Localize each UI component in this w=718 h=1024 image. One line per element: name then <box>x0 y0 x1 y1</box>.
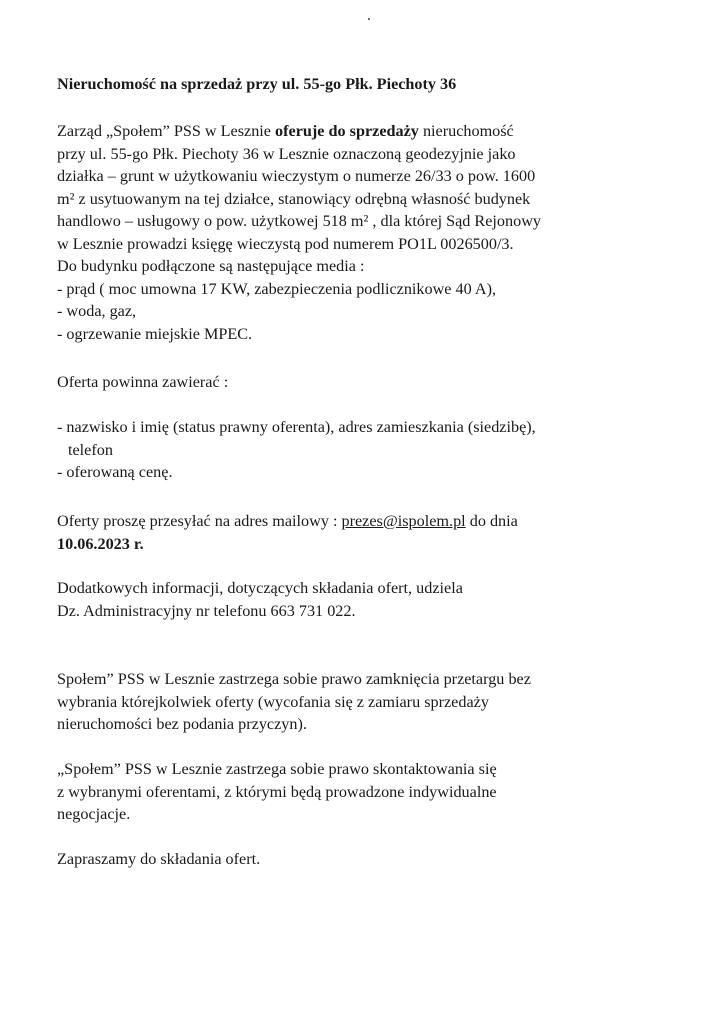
reservation-paragraph-2 <box>57 758 707 826</box>
offer-item-1-cont: telefon <box>68 440 113 459</box>
contact-paragraph <box>57 577 707 622</box>
intro-paragraph <box>57 120 707 345</box>
intro-line-4: m² z usytuowanym na tej działce, stanowiący odrębną własność budynek <box>57 189 531 208</box>
contact-line-2: Dz. Administracyjny nr telefonu 663 731 022. <box>57 601 356 620</box>
intro-line-3: działka – grunt w użytkowaniu wieczystym o numerze 26/33 o pow. 1600 <box>57 167 536 185</box>
reservation2-line-1: „Społem” PSS w Lesznie zastrzega sobie prawo skontaktowania się <box>57 760 497 778</box>
document-title: Nieruchomość na sprzedaż przy ul. 55-go Płk. Piechoty 36 <box>57 75 457 93</box>
media-item: - ogrzewanie miejskie MPEC. <box>57 324 253 343</box>
reservation1-line-3: nieruchomości bez podania przyczyn). <box>57 715 307 733</box>
email-link[interactable]: prezes@ispolem.pl <box>341 512 466 530</box>
reservation1-line-2: wybrania którejkolwiek oferty (wycofania się z zamiaru sprzedaży <box>57 692 489 711</box>
closing-line: Zapraszamy do składania ofert. <box>57 850 261 868</box>
submission-line: Oferty proszę przesyłać na adres mailowy : prezes@ispolem.pl do dnia <box>57 512 518 530</box>
intro-line-1: Zarząd „Społem” PSS w Lesznie oferuje do sprzedaży nieruchomość <box>57 122 514 140</box>
intro-line-6: w Lesznie prowadzi księgę wieczystą pod numerem PO1L 0026500/3. <box>57 234 514 253</box>
offer-items <box>57 416 707 484</box>
reservation2-line-2: z wybranymi oferentami, z którymi będą prowadzone indywidualne <box>57 782 497 801</box>
reservation1-line-1: Społem” PSS w Lesznie zastrzega sobie prawo zamknięcia przetargu bez <box>57 670 531 688</box>
reservation-paragraph-1 <box>57 668 707 736</box>
intro-bold-offer: oferuje do sprzedaży <box>275 122 419 140</box>
offer-heading: Oferta powinna zawierać : <box>57 373 229 391</box>
intro-line-7: Do budynku podłączone są następujące media : <box>57 257 365 275</box>
intro-line-2: przy ul. 55-go Płk. Piechoty 36 w Lesznie oznaczoną geodezyjnie jako <box>57 144 516 163</box>
intro-line-5: handlowo – usługowy o pow. użytkowej 518 m² , dla której Sąd Rejonowy <box>57 212 541 230</box>
offer-item-1: - nazwisko i imię (status prawny oferenta), adres zamieszkania (siedzibę), <box>57 418 536 436</box>
media-item: - prąd ( moc umowna 17 KW, zabezpieczenia podlicznikowe 40 A), <box>57 279 497 298</box>
reservation2-line-3: negocjacje. <box>57 805 131 823</box>
closing-paragraph <box>57 848 707 871</box>
contact-line-1: Dodatkowych informacji, dotyczących składania ofert, udziela <box>57 579 463 597</box>
offer-requirements <box>57 371 707 394</box>
offer-item-2: - oferowaną cenę. <box>57 463 173 481</box>
scan-artifact <box>368 18 370 20</box>
media-item: - woda, gaz, <box>57 302 137 320</box>
submission-paragraph <box>57 510 707 555</box>
submission-deadline: 10.06.2023 r. <box>57 534 144 553</box>
